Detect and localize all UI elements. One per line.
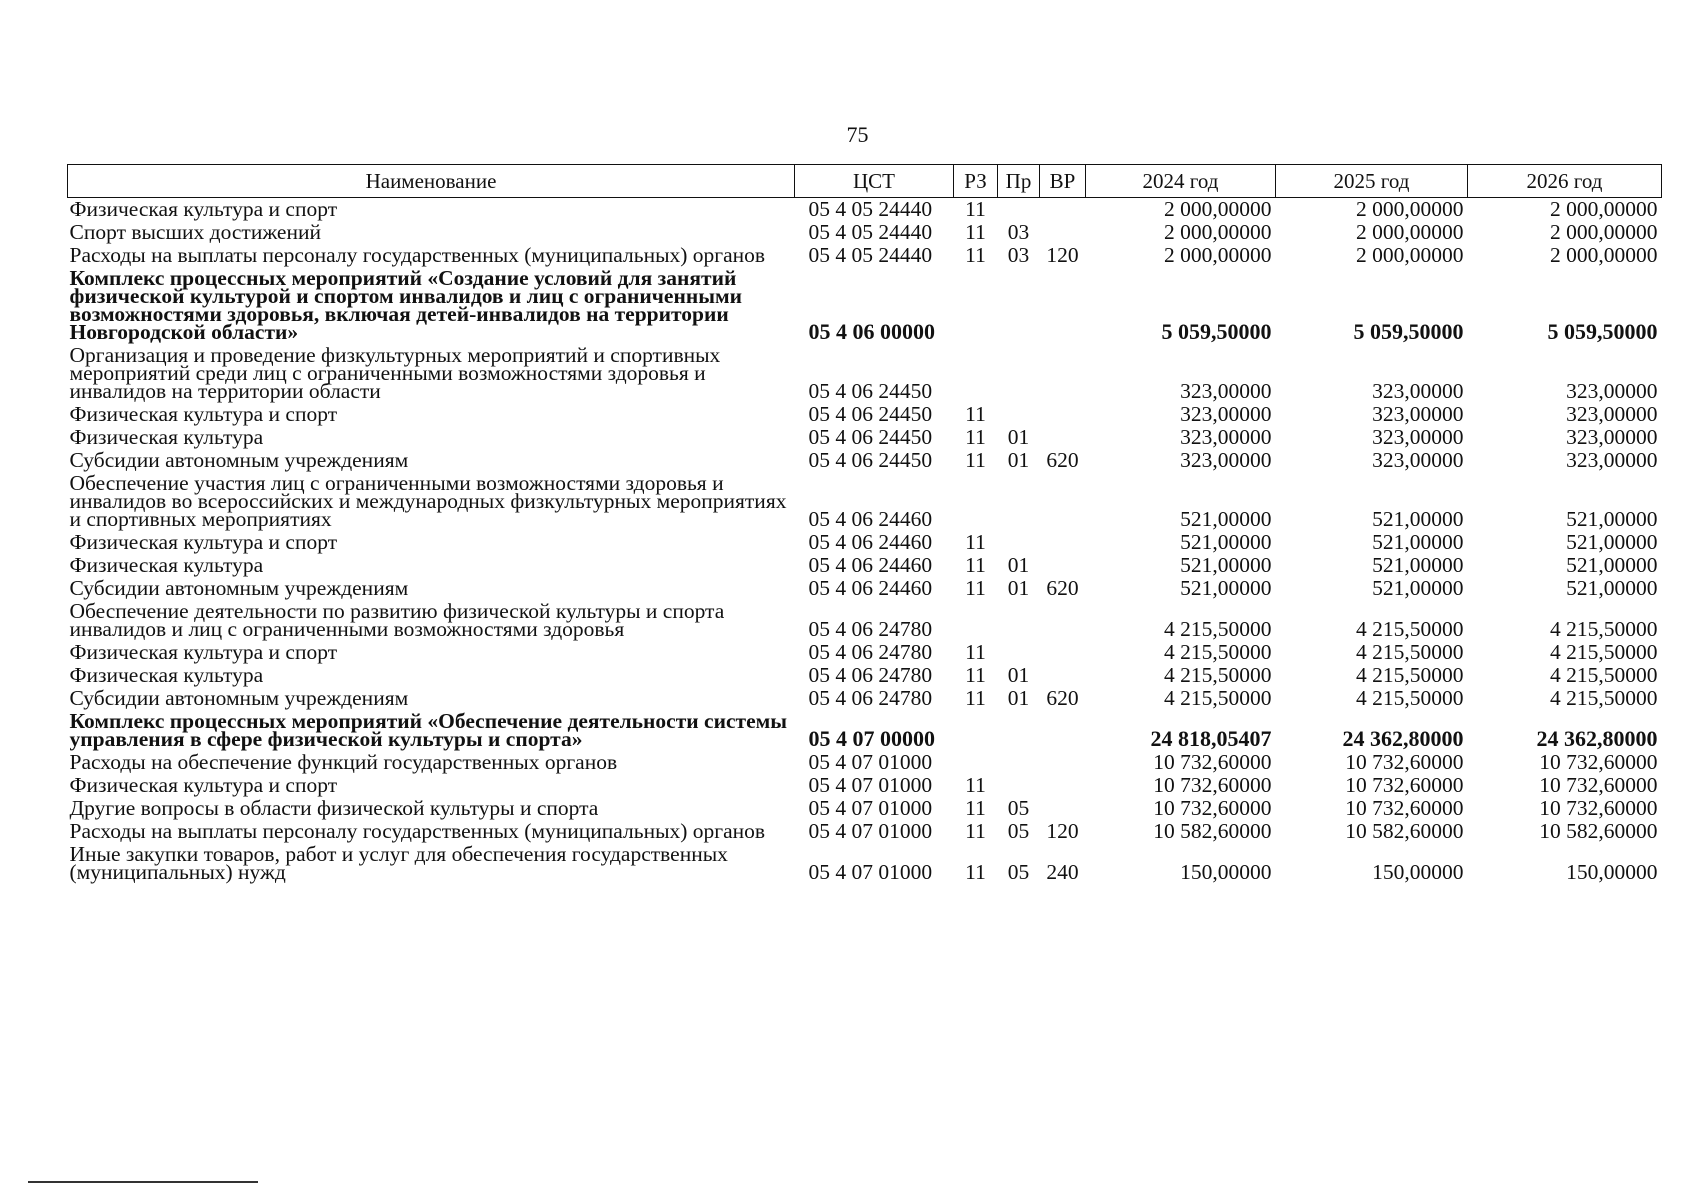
cell-2025: 4 215,50000 [1356, 686, 1464, 710]
table-row [68, 531, 1662, 554]
cell-2025: 521,00000 [1372, 576, 1464, 600]
table-row [68, 751, 1662, 774]
cell-vr: 620 [1046, 576, 1079, 600]
cell-rz: 11 [965, 576, 986, 600]
cell-2024: 323,00000 [1180, 379, 1272, 403]
cell-vr [1040, 664, 1086, 687]
table-row [68, 449, 1662, 472]
cell-cst: 05 4 06 24460 [808, 530, 933, 554]
cell-cst: 05 4 06 24780 [808, 617, 933, 641]
cell-vr [1040, 554, 1086, 577]
cell-name: Расходы на выплаты персоналу государственных (муниципальных) органов [69, 243, 766, 267]
table-row [68, 426, 1662, 449]
cell-cst: 05 4 07 01000 [808, 796, 933, 820]
cell-pr: 01 [1007, 576, 1030, 600]
header-rz: РЗ [954, 165, 998, 198]
table-body [68, 198, 1662, 885]
table-row [68, 600, 1662, 641]
cell-2025: 2 000,00000 [1356, 220, 1464, 244]
cell-cst: 05 4 07 01000 [808, 860, 933, 884]
table-row [68, 267, 1662, 344]
cell-rz: 11 [965, 819, 986, 843]
cell-2025: 521,00000 [1372, 507, 1464, 531]
cell-rz: 11 [965, 197, 986, 221]
table-row [68, 554, 1662, 577]
cell-2025: 10 732,60000 [1345, 796, 1464, 820]
cell-vr [1040, 472, 1086, 531]
cell-pr [998, 600, 1040, 641]
table-row [68, 403, 1662, 426]
table-row [68, 641, 1662, 664]
cell-2025: 2 000,00000 [1356, 197, 1464, 221]
cell-2024: 2 000,00000 [1164, 243, 1272, 267]
cell-pr [998, 774, 1040, 797]
cell-vr [1040, 198, 1086, 222]
cell-cst: 05 4 06 24780 [808, 663, 933, 687]
cell-rz: 11 [965, 686, 986, 710]
cell-2025: 150,00000 [1372, 860, 1464, 884]
cell-name: Организация и проведение физкультурных мероприятий и спортивных мероприятий среди лиц с ограниченными возможностями здоровья и инвалидов на территории области [69, 343, 721, 403]
table-row [68, 710, 1662, 751]
cell-name: Субсидии автономным учреждениям [69, 686, 409, 710]
cell-2024: 10 732,60000 [1153, 750, 1272, 774]
cell-pr [998, 344, 1040, 403]
cell-2025: 4 215,50000 [1356, 617, 1464, 641]
cell-2024: 521,00000 [1180, 576, 1272, 600]
cell-2026: 323,00000 [1566, 425, 1658, 449]
cell-cst: 05 4 05 24440 [808, 197, 933, 221]
cell-2026: 521,00000 [1566, 507, 1658, 531]
budget-table [67, 164, 1662, 884]
cell-vr: 620 [1046, 686, 1079, 710]
cell-pr: 05 [1007, 819, 1030, 843]
cell-2026: 4 215,50000 [1550, 617, 1658, 641]
cell-pr: 05 [1007, 860, 1030, 884]
cell-2025: 323,00000 [1372, 379, 1464, 403]
cell-2025: 2 000,00000 [1356, 243, 1464, 267]
cell-2024: 521,00000 [1180, 553, 1272, 577]
cell-pr [998, 710, 1040, 751]
cell-name: Физическая культура [69, 663, 264, 687]
table-row [68, 843, 1662, 884]
cell-2025: 521,00000 [1372, 553, 1464, 577]
cell-rz: 11 [965, 530, 986, 554]
cell-2026: 521,00000 [1566, 530, 1658, 554]
cell-name: Физическая культура и спорт [69, 773, 338, 797]
cell-2024: 323,00000 [1180, 448, 1272, 472]
cell-2026: 521,00000 [1566, 553, 1658, 577]
cell-2026: 4 215,50000 [1550, 663, 1658, 687]
cell-name: Иные закупки товаров, работ и услуг для обеспечения государственных (муниципальных) нужд [69, 842, 728, 884]
cell-pr: 01 [1007, 686, 1030, 710]
cell-cst: 05 4 06 24450 [808, 425, 933, 449]
cell-rz: 11 [965, 796, 986, 820]
cell-2026: 24 362,80000 [1536, 726, 1658, 751]
cell-2025: 4 215,50000 [1356, 640, 1464, 664]
cell-2024: 521,00000 [1180, 507, 1272, 531]
cell-2025: 10 732,60000 [1345, 773, 1464, 797]
table-row [68, 797, 1662, 820]
cell-vr: 120 [1046, 243, 1079, 267]
cell-2026: 2 000,00000 [1550, 197, 1658, 221]
cell-2026: 521,00000 [1566, 576, 1658, 600]
cell-rz [954, 267, 998, 344]
cell-cst: 05 4 05 24440 [808, 243, 933, 267]
cell-pr: 01 [1007, 448, 1030, 472]
cell-2026: 10 732,60000 [1539, 773, 1658, 797]
cell-rz: 11 [965, 243, 986, 267]
cell-name: Комплекс процессных мероприятий «Обеспечение деятельности системы управления в сфере физической культуры и спорта» [69, 709, 788, 751]
cell-name: Расходы на обеспечение функций государственных органов [69, 750, 618, 774]
cell-name: Физическая культура и спорт [69, 640, 338, 664]
cell-cst: 05 4 06 24460 [808, 576, 933, 600]
cell-2026: 4 215,50000 [1550, 640, 1658, 664]
cell-rz [954, 710, 998, 751]
cell-cst: 05 4 07 01000 [808, 819, 933, 843]
table-row [68, 244, 1662, 267]
cell-cst: 05 4 06 24780 [808, 640, 933, 664]
table-row [68, 687, 1662, 710]
cell-2025: 521,00000 [1372, 530, 1464, 554]
cell-2026: 150,00000 [1566, 860, 1658, 884]
cell-rz: 11 [965, 220, 986, 244]
cell-name: Комплекс процессных мероприятий «Создание условий для занятий физической культурой и спортом инвалидов и лиц с ограниченными возможностями здоровья, включая детей-инвалидов на территории Новгородской области» [69, 266, 743, 344]
cell-vr: 240 [1046, 860, 1079, 884]
cell-name: Расходы на выплаты персоналу государственных (муниципальных) органов [69, 819, 766, 843]
cell-2024: 4 215,50000 [1164, 617, 1272, 641]
cell-2025: 24 362,80000 [1342, 726, 1464, 751]
cell-pr [998, 531, 1040, 554]
cell-name: Физическая культура и спорт [69, 402, 338, 426]
cell-pr [998, 641, 1040, 664]
cell-pr: 03 [1007, 243, 1030, 267]
cell-vr: 120 [1046, 819, 1079, 843]
cell-rz [954, 344, 998, 403]
cell-pr [998, 267, 1040, 344]
cell-2026: 4 215,50000 [1550, 686, 1658, 710]
cell-cst: 05 4 07 00000 [808, 726, 935, 751]
cell-cst: 05 4 06 24450 [808, 379, 933, 403]
cell-name: Физическая культура и спорт [69, 197, 338, 221]
cell-name: Обеспечение деятельности по развитию физической культуры и спорта инвалидов и лиц с ограниченными возможностями здоровья [69, 599, 725, 641]
cell-2024: 323,00000 [1180, 402, 1272, 426]
cell-name: Физическая культура и спорт [69, 530, 338, 554]
header-vr: ВР [1040, 165, 1086, 198]
cell-2026: 10 582,60000 [1539, 819, 1658, 843]
table-row [68, 198, 1662, 222]
cell-2024: 10 732,60000 [1153, 773, 1272, 797]
cell-vr [1040, 751, 1086, 774]
cell-name: Субсидии автономным учреждениям [69, 448, 409, 472]
cell-vr [1040, 426, 1086, 449]
cell-cst: 05 4 07 01000 [808, 773, 933, 797]
cell-vr [1040, 600, 1086, 641]
cell-rz: 11 [965, 448, 986, 472]
cell-rz: 11 [965, 402, 986, 426]
cell-vr [1040, 531, 1086, 554]
cell-name: Физическая культура [69, 425, 264, 449]
cell-2024: 521,00000 [1180, 530, 1272, 554]
page-number: 75 [846, 122, 869, 147]
cell-pr: 05 [1007, 796, 1030, 820]
cell-pr: 01 [1007, 553, 1030, 577]
header-cst: ЦСТ [795, 165, 954, 198]
cell-cst: 05 4 07 01000 [808, 750, 933, 774]
cell-2024: 323,00000 [1180, 425, 1272, 449]
cell-name: Другие вопросы в области физической культуры и спорта [69, 796, 599, 820]
cell-2024: 10 582,60000 [1153, 819, 1272, 843]
cell-2024: 10 732,60000 [1153, 796, 1272, 820]
cell-name: Субсидии автономным учреждениям [69, 576, 409, 600]
header-pr: Пр [998, 165, 1040, 198]
header-year-2024: 2024 год [1086, 165, 1276, 198]
cell-2025: 323,00000 [1372, 425, 1464, 449]
cell-2024: 150,00000 [1180, 860, 1272, 884]
cell-vr: 620 [1046, 448, 1079, 472]
cell-2026: 5 059,50000 [1547, 319, 1658, 344]
cell-2025: 323,00000 [1372, 448, 1464, 472]
table-row [68, 472, 1662, 531]
cell-vr [1040, 710, 1086, 751]
cell-vr [1040, 344, 1086, 403]
cell-2026: 323,00000 [1566, 448, 1658, 472]
cell-pr: 01 [1007, 663, 1030, 687]
cell-vr [1040, 774, 1086, 797]
cell-rz: 11 [965, 425, 986, 449]
cell-2024: 2 000,00000 [1164, 197, 1272, 221]
cell-2026: 323,00000 [1566, 402, 1658, 426]
table-row [68, 577, 1662, 600]
cell-rz: 11 [965, 640, 986, 664]
cell-2025: 323,00000 [1372, 402, 1464, 426]
cell-pr: 01 [1007, 425, 1030, 449]
cell-name: Физическая культура [69, 553, 264, 577]
cell-2026: 10 732,60000 [1539, 750, 1658, 774]
cell-2024: 4 215,50000 [1164, 663, 1272, 687]
cell-pr [998, 472, 1040, 531]
cell-2024: 24 818,05407 [1150, 726, 1272, 751]
cell-vr [1040, 221, 1086, 244]
cell-vr [1040, 641, 1086, 664]
cell-rz: 11 [965, 860, 986, 884]
cell-pr [998, 198, 1040, 222]
cell-vr [1040, 403, 1086, 426]
cell-name: Спорт высших достижений [69, 220, 321, 244]
header-name: Наименование [68, 165, 795, 198]
table-row [68, 221, 1662, 244]
table-row [68, 664, 1662, 687]
cell-rz: 11 [965, 773, 986, 797]
cell-vr [1040, 797, 1086, 820]
cell-rz: 11 [965, 553, 986, 577]
cell-cst: 05 4 06 24460 [808, 507, 933, 531]
cell-pr: 03 [1007, 220, 1030, 244]
cell-2026: 2 000,00000 [1550, 220, 1658, 244]
table-row [68, 344, 1662, 403]
cell-rz [954, 472, 998, 531]
cell-2024: 4 215,50000 [1164, 686, 1272, 710]
cell-2025: 10 732,60000 [1345, 750, 1464, 774]
cell-cst: 05 4 06 24450 [808, 448, 933, 472]
cell-2026: 323,00000 [1566, 379, 1658, 403]
cell-pr [998, 751, 1040, 774]
cell-cst: 05 4 06 24460 [808, 553, 933, 577]
table-row [68, 774, 1662, 797]
cell-cst: 05 4 06 00000 [808, 319, 935, 344]
footnote-separator [28, 1181, 258, 1183]
cell-cst: 05 4 06 24780 [808, 686, 933, 710]
cell-cst: 05 4 05 24440 [808, 220, 933, 244]
cell-2026: 2 000,00000 [1550, 243, 1658, 267]
cell-name: Обеспечение участия лиц с ограниченными возможностями здоровья и инвалидов во всероссийских и международных физкультурных мероприятиях и спортивных мероприятиях [69, 471, 787, 531]
cell-2024: 5 059,50000 [1161, 319, 1272, 344]
header-year-2026: 2026 год [1468, 165, 1662, 198]
cell-2024: 4 215,50000 [1164, 640, 1272, 664]
cell-rz [954, 751, 998, 774]
table-row [68, 820, 1662, 843]
cell-pr [998, 403, 1040, 426]
cell-cst: 05 4 06 24450 [808, 402, 933, 426]
cell-2025: 4 215,50000 [1356, 663, 1464, 687]
cell-2025: 10 582,60000 [1345, 819, 1464, 843]
cell-2026: 10 732,60000 [1539, 796, 1658, 820]
cell-rz [954, 600, 998, 641]
cell-rz: 11 [965, 663, 986, 687]
header-year-2025: 2025 год [1276, 165, 1468, 198]
cell-2025: 5 059,50000 [1353, 319, 1464, 344]
cell-vr [1040, 267, 1086, 344]
cell-2024: 2 000,00000 [1164, 220, 1272, 244]
table-header [68, 165, 1662, 198]
